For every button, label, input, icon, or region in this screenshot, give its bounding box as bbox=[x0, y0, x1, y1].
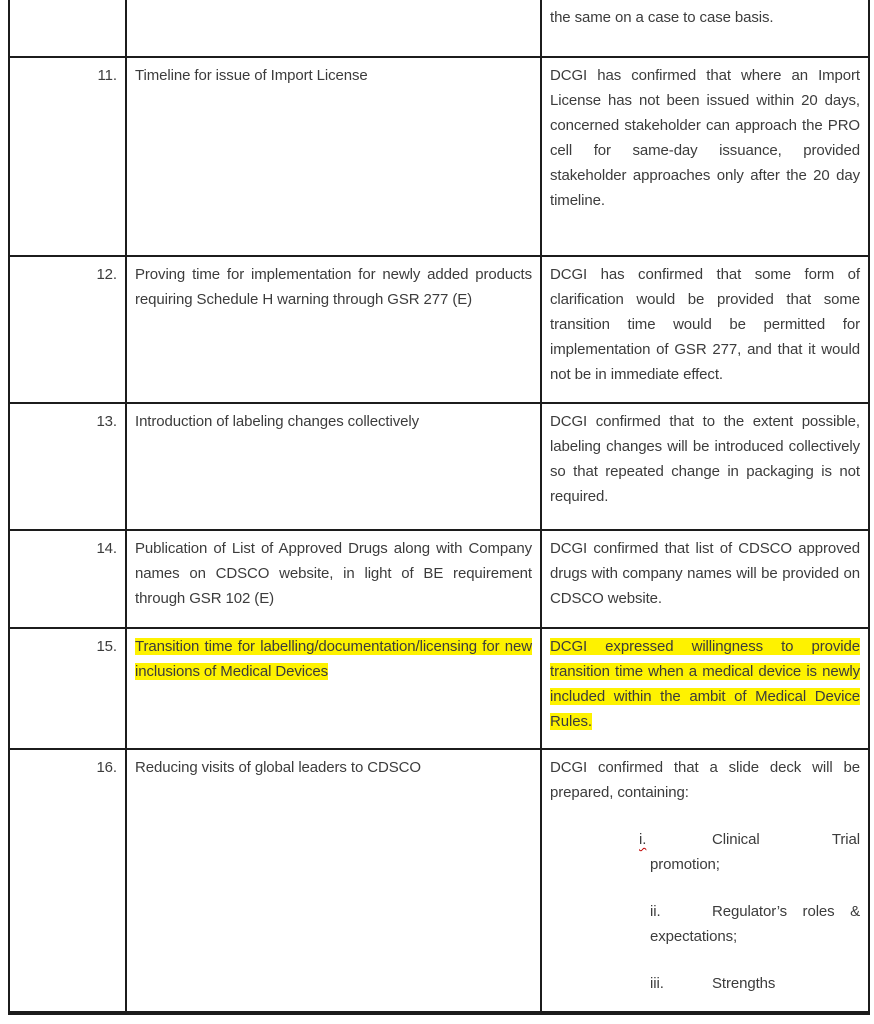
highlighted-topic-text: Transition time for labelling/documentation/licensing for new inclusions of Medical Devices bbox=[135, 638, 532, 680]
topic-cell bbox=[126, 628, 541, 749]
minutes-table bbox=[8, 0, 870, 1015]
topic-cell bbox=[126, 0, 541, 57]
topic-text: Introduction of labeling changes collectively bbox=[135, 413, 420, 430]
list-marker: ii. bbox=[650, 903, 661, 920]
response-cell bbox=[541, 0, 869, 57]
topic-cell bbox=[126, 256, 541, 403]
row-number: 13. bbox=[96, 413, 117, 430]
response-cell bbox=[541, 403, 869, 530]
response-text: DCGI has confirmed that where an Import License has not been issued within 20 days, concerned stakeholder can approach the PRO cell for same-day issuance, provided stakeholder approaches only after the 20 day timeline. bbox=[550, 67, 860, 209]
table-row-12 bbox=[9, 256, 869, 403]
list-item-text: Strengths bbox=[712, 975, 776, 992]
list-item-text: Regulator’s roles & expectations; bbox=[650, 903, 860, 945]
response-intro-text: DCGI confirmed that a slide deck will be prepared, containing: bbox=[550, 759, 860, 801]
row-number-cell bbox=[9, 256, 126, 403]
list-item bbox=[639, 827, 860, 877]
row-number: 12. bbox=[96, 266, 117, 283]
row-number-cell bbox=[9, 749, 126, 1013]
response-text: DCGI confirmed that to the extent possible, labeling changes will be introduced collectively so that repeated change in packaging is not required. bbox=[550, 413, 860, 505]
row-number-cell bbox=[9, 530, 126, 628]
response-cell bbox=[541, 628, 869, 749]
response-text: DCGI has confirmed that some form of clarification would be provided that some transition time would be permitted for implementation of GSR 277, and that it would not be in immediate effect. bbox=[550, 266, 860, 383]
response-cell bbox=[541, 530, 869, 628]
spellcheck-underline: i. bbox=[639, 831, 647, 848]
response-cell bbox=[541, 256, 869, 403]
response-text: the same on a case to case basis. bbox=[550, 9, 774, 26]
list-marker: iii. bbox=[650, 975, 664, 992]
topic-cell bbox=[126, 530, 541, 628]
topic-cell bbox=[126, 403, 541, 530]
topic-cell bbox=[126, 749, 541, 1013]
row-number: 11. bbox=[97, 67, 117, 84]
highlighted-response-text: DCGI expressed willingness to provide transition time when a medical device is newly included within the ambit of Medical Device Rules. bbox=[550, 638, 860, 730]
topic-text: Proving time for implementation for newly added products requiring Schedule H warning through GSR 277 (E) bbox=[135, 266, 532, 308]
row-number: 15. bbox=[96, 638, 117, 655]
response-cell bbox=[541, 57, 869, 256]
table-row-14 bbox=[9, 530, 869, 628]
row-number-cell bbox=[9, 0, 126, 57]
table-row-16 bbox=[9, 749, 869, 1013]
topic-text: Timeline for issue of Import License bbox=[135, 67, 368, 84]
table-row-continuation bbox=[9, 0, 869, 57]
row-number-cell bbox=[9, 403, 126, 530]
row-number-cell bbox=[9, 57, 126, 256]
response-text: DCGI confirmed that list of CDSCO approved drugs with company names will be provided on CDSCO website. bbox=[550, 540, 860, 607]
table-row-15 bbox=[9, 628, 869, 749]
list-item bbox=[650, 971, 860, 996]
topic-text: Reducing visits of global leaders to CDSCO bbox=[135, 759, 421, 776]
row-number-cell bbox=[9, 628, 126, 749]
response-cell bbox=[541, 749, 869, 1013]
list-item bbox=[650, 899, 860, 949]
list-marker bbox=[639, 827, 712, 852]
topic-cell bbox=[126, 57, 541, 256]
topic-text: Publication of List of Approved Drugs along with Company names on CDSCO website, in light of BE requirement through GSR 102 (E) bbox=[135, 540, 532, 607]
table-row-13 bbox=[9, 403, 869, 530]
row-number: 14. bbox=[96, 540, 117, 557]
table-row-11 bbox=[9, 57, 869, 256]
list-item-text: Clinical Trial promotion; bbox=[650, 831, 860, 873]
row-number: 16. bbox=[96, 759, 117, 776]
